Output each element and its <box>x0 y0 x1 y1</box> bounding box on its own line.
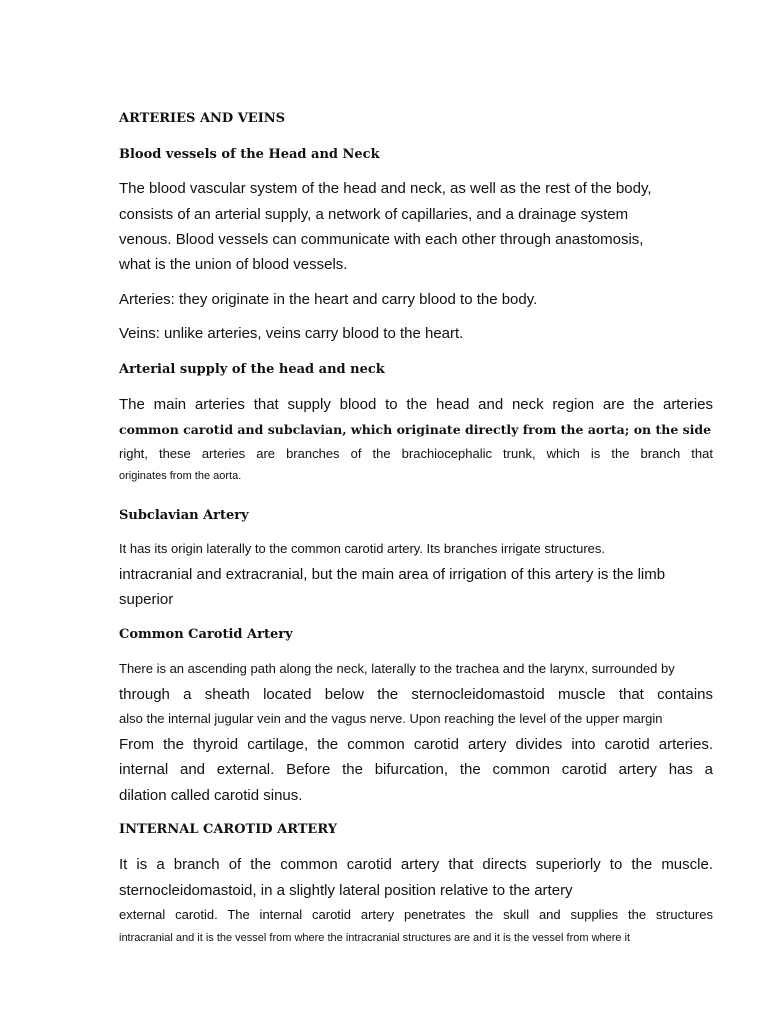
body-line: common carotid and subclavian, which originate directly from the aorta; on the side <box>119 422 712 437</box>
body-line: Arteries: they originate in the heart and carry blood to the body. <box>119 291 538 308</box>
body-line: From the thyroid cartilage, the common carotid artery divides into carotid arteries. <box>119 736 713 753</box>
body-line: through a sheath located below the sternocleidomastoid muscle that contains <box>119 686 713 703</box>
body-line: dilation called carotid sinus. <box>119 787 303 804</box>
body-line: venous. Blood vessels can communicate with each other through anastomosis, <box>119 231 644 248</box>
body-line: also the internal jugular vein and the vagus nerve. Upon reaching the level of the upper margin <box>119 711 663 726</box>
body-line: intracranial and extracranial, but the main area of irrigation of this artery is the limb <box>119 566 666 583</box>
body-line: originates from the aorta. <box>119 470 242 482</box>
body-line: The main arteries that supply blood to the head and neck region are the arteries <box>119 396 713 413</box>
body-line: what is the union of blood vessels. <box>119 256 348 273</box>
section-heading: Blood vessels of the Head and Neck <box>119 147 380 162</box>
body-line: It has its origin laterally to the common carotid artery. Its branches irrigate structures. <box>119 541 606 556</box>
body-line: There is an ascending path along the neck, laterally to the trachea and the larynx, surrounded by <box>119 661 675 676</box>
body-line: consists of an arterial supply, a network of capillaries, and a drainage system <box>119 206 629 223</box>
body-line: internal and external. Before the bifurcation, the common carotid artery has a <box>119 761 713 778</box>
body-line: superior <box>119 591 174 608</box>
body-line: sternocleidomastoid, in a slightly lateral position relative to the artery <box>119 882 573 899</box>
body-line: The blood vascular system of the head and neck, as well as the rest of the body, <box>119 180 652 197</box>
section-heading: INTERNAL CAROTID ARTERY <box>119 822 338 837</box>
body-line: intracranial and it is the vessel from where the intracranial structures are and it is the vessel from where it <box>119 932 631 944</box>
section-heading: Common Carotid Artery <box>119 627 293 642</box>
body-line: right, these arteries are branches of the brachiocephalic trunk, which is the branch that <box>119 446 713 461</box>
body-line: external carotid. The internal carotid artery penetrates the skull and supplies the structures <box>119 907 713 922</box>
section-heading: Arterial supply of the head and neck <box>119 362 385 377</box>
section-heading: Subclavian Artery <box>119 508 249 523</box>
document-title: ARTERIES AND VEINS <box>119 111 286 126</box>
body-line: It is a branch of the common carotid artery that directs superiorly to the muscle. <box>119 856 713 873</box>
body-line: Veins: unlike arteries, veins carry blood to the heart. <box>119 325 464 342</box>
